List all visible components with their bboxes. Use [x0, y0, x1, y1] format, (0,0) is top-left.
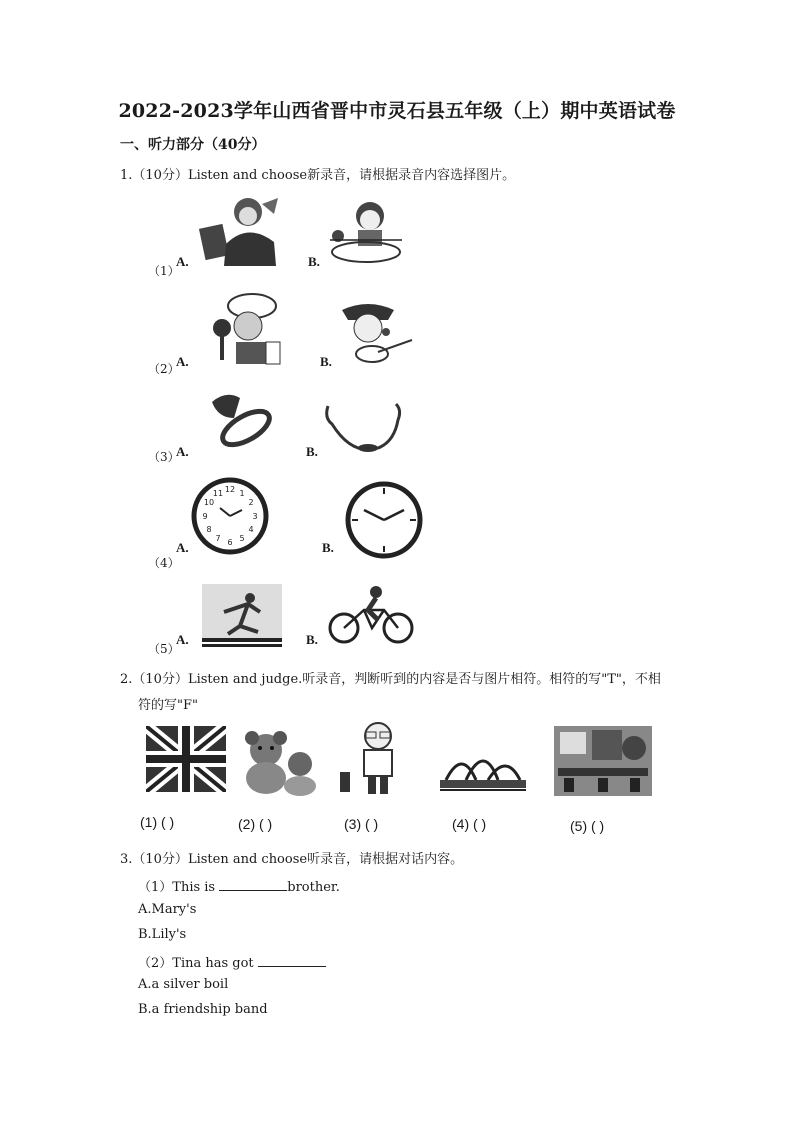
svg-text:8: 8: [206, 525, 212, 534]
q1-row3-option-b: B.: [306, 444, 318, 459]
q1-row2-option-a: A.: [176, 354, 189, 369]
q2-answer-1[interactable]: (1) ( ): [140, 814, 175, 830]
q1-row5-number: （5）: [148, 642, 180, 656]
plain-clock-picture: [344, 480, 424, 560]
svg-text:2: 2: [248, 498, 254, 507]
q3-sub1-suffix: brother.: [287, 880, 340, 895]
q3-sub2-option-a: A.a silver boil: [138, 977, 229, 992]
q1-row4-number: （4）: [148, 556, 180, 570]
section-heading-listening: 一、听力部分（40分）: [120, 137, 266, 153]
uk-flag-picture: [146, 726, 226, 792]
svg-text:1: 1: [239, 489, 245, 498]
q3-sub1-blank[interactable]: [219, 878, 287, 891]
man-glasses-picture: [338, 722, 414, 796]
q3-sub2: [138, 952, 326, 971]
svg-text:7: 7: [215, 534, 221, 543]
q1-row2-option-b: B.: [320, 354, 332, 369]
chef-girl-picture: [200, 292, 292, 370]
q3-sub2-blank[interactable]: [258, 954, 326, 967]
q2-answer-5[interactable]: (5) ( ): [570, 818, 605, 834]
classroom-picture: [554, 726, 652, 796]
question-3-stem: 3.（10分）Listen and choose听录音，请根据对话内容。: [120, 852, 464, 867]
q1-row4-option-a: A.: [176, 540, 189, 555]
boy-computer-picture: [196, 192, 288, 270]
q2-answer-3[interactable]: (3) ( ): [344, 816, 379, 832]
bracelet-picture: [322, 400, 406, 460]
svg-text:6: 6: [227, 538, 233, 547]
q1-row3-number: （3）: [148, 450, 180, 464]
q3-sub1-option-a: A.Mary's: [138, 902, 197, 917]
q1-row1-option-b: B.: [308, 254, 320, 269]
q1-row1-number: （1）: [148, 264, 180, 278]
q1-row3-option-a: A.: [176, 444, 189, 459]
q1-row1-option-a: A.: [176, 254, 189, 269]
q1-row5-option-b: B.: [306, 632, 318, 647]
svg-text:3: 3: [252, 512, 258, 521]
q3-sub2-prefix: （2）Tina has got: [138, 956, 254, 971]
teddy-bears-picture: [236, 730, 322, 796]
q1-row2-number: （2）: [148, 362, 180, 376]
girl-phone-picture: [324, 196, 408, 268]
q1-row5-option-a: A.: [176, 632, 189, 647]
q2-answer-4[interactable]: (4) ( ): [452, 816, 487, 832]
svg-text:4: 4: [248, 525, 254, 534]
running-picture: [200, 582, 284, 648]
q3-sub1-prefix: （1）This is: [138, 880, 216, 895]
q3-sub1: [138, 876, 340, 895]
watch-picture: [200, 388, 280, 454]
svg-text:11: 11: [212, 489, 224, 498]
clock-with-numbers-picture: [190, 476, 270, 556]
q3-sub1-option-b: B.Lily's: [138, 927, 187, 942]
sydney-opera-house-picture: [436, 736, 530, 794]
q1-row4-option-b: B.: [322, 540, 334, 555]
question-2-stem-line2: 符的写"F": [138, 698, 198, 713]
q3-sub2-option-b: B.a friendship band: [138, 1002, 268, 1017]
svg-text:12: 12: [224, 485, 236, 494]
page-title: 2022-2023学年山西省晋中市灵石县五年级（上）期中英语试卷: [118, 100, 676, 122]
question-2-stem-line1: 2.（10分）Listen and judge.听录音，判断听到的内容是否与图片相符。相符的写"T"，不相: [120, 672, 661, 687]
svg-text:9: 9: [202, 512, 208, 521]
cycling-picture: [324, 584, 418, 646]
svg-text:5: 5: [239, 534, 245, 543]
nurse-guitar-picture: [332, 298, 418, 366]
question-1-stem: 1.（10分）Listen and choose新录音，请根据录音内容选择图片。: [120, 168, 516, 183]
q2-answer-2[interactable]: (2) ( ): [238, 816, 273, 832]
svg-text:10: 10: [203, 498, 215, 507]
